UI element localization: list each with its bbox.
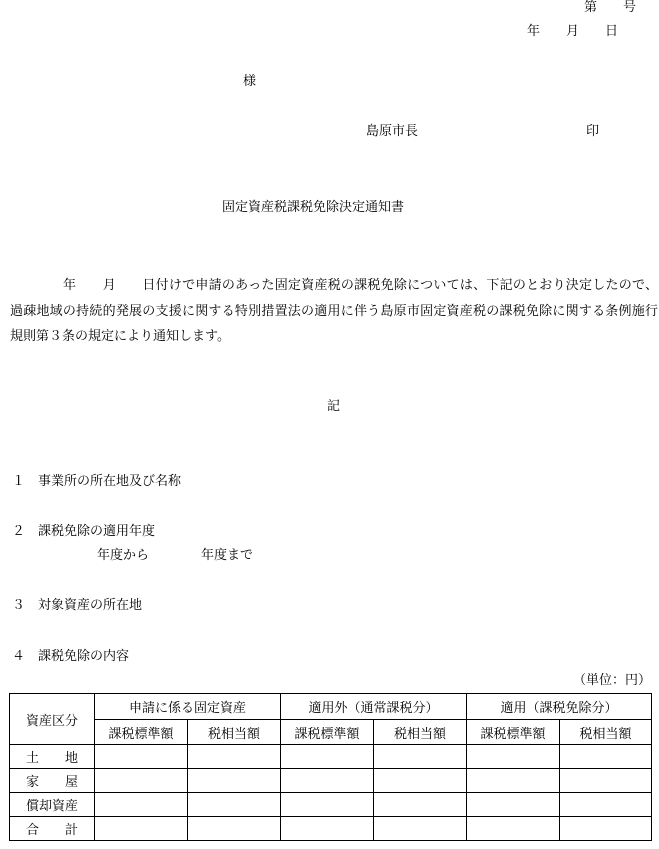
tax-amount-header: 税相当額 bbox=[188, 720, 281, 745]
document-title: 固定資産税課税免除決定通知書 bbox=[222, 200, 405, 215]
tax-base-header: 課税標準額 bbox=[281, 720, 374, 745]
table-row bbox=[10, 817, 652, 841]
tax-base-header: 課税標準額 bbox=[95, 720, 188, 745]
row-label-house: 家屋 bbox=[10, 769, 95, 793]
document-number: 第 号 bbox=[584, 0, 637, 15]
tax-amount-header: 税相当額 bbox=[560, 720, 652, 745]
body-text bbox=[10, 273, 658, 350]
row-label-land: 土地 bbox=[10, 745, 95, 769]
exemption-table bbox=[9, 693, 652, 841]
non-applicable-header: 適用外（通常課税分） bbox=[281, 694, 467, 720]
issuer: 島原市長 bbox=[366, 124, 419, 139]
row-label-total: 合計 bbox=[10, 817, 95, 841]
applied-assets-header: 申請に係る固定資産 bbox=[95, 694, 281, 720]
asset-category-header: 資産区分 bbox=[10, 694, 95, 745]
item-2: ２ 課税免除の適用年度 bbox=[12, 524, 156, 539]
document-date: 年 月 日 bbox=[527, 24, 619, 39]
unit-label: （単位：円） bbox=[573, 673, 652, 688]
addressee: 様 bbox=[243, 74, 257, 89]
table-row bbox=[10, 769, 652, 793]
ki-mark: 記 bbox=[327, 399, 341, 414]
table-row bbox=[10, 745, 652, 769]
tax-base-header: 課税標準額 bbox=[467, 720, 560, 745]
body-paragraph: 年 月 日付けで申請のあった固定資産税の課税免除については、下記のとおり決定したので、過疎地域の持続的発展の支援に関する特別措置法の適用に伴う島原市固定資産税の課税免除に関する条例施行規則第３条の規定により通知します。 bbox=[10, 278, 658, 344]
applicable-header: 適用（課税免除分） bbox=[467, 694, 652, 720]
table-row bbox=[10, 793, 652, 817]
item-3: ３ 対象資産の所在地 bbox=[12, 598, 143, 613]
row-label-depreciable: 償却資産 bbox=[10, 793, 95, 817]
seal-mark: 印 bbox=[586, 124, 600, 139]
item-4: ４ 課税免除の内容 bbox=[12, 649, 130, 664]
item-1: １ 事業所の所在地及び名称 bbox=[12, 474, 182, 489]
tax-amount-header: 税相当額 bbox=[374, 720, 467, 745]
item-2-years: 年度から 年度まで bbox=[97, 548, 254, 563]
